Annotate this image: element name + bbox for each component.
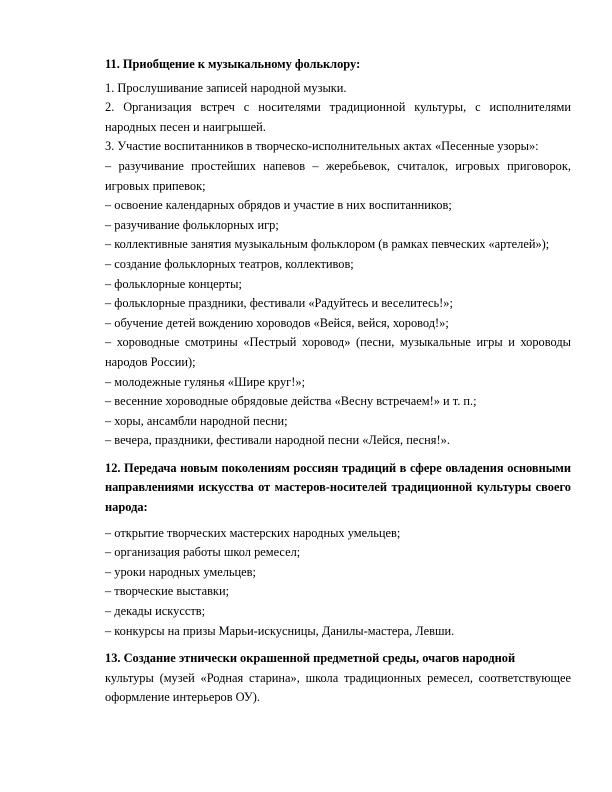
section-12-heading: 12. Передача новым поколениям россиян традиций в сфере овладения основными направлениями искусства от мастеров-носителей традиционной культуры своего народа: [105, 460, 571, 515]
section-12-item: – открытие творческих мастерских народных умельцев; [105, 525, 401, 540]
section-11-list [105, 79, 571, 451]
section-12-item: – творческие выставки; [105, 584, 230, 599]
section-11-item: – фольклорные концерты; [105, 276, 242, 291]
section-11-item: – коллективные занятия музыкальным фольклором (в рамках певческих «артелей»); [105, 237, 550, 252]
section-11-item: – обучение детей вождению хороводов «Вейся, вейся, хоровод!»; [105, 315, 449, 330]
document-body [105, 55, 571, 708]
section-11-item: 2. Организация встреч с носителями традиционной культуры, с исполнителями народных песен и наигрышей. [105, 100, 571, 134]
section-11-item: 1. Прослушивание записей народной музыки. [105, 80, 347, 95]
section-12-item: – организация работы школ ремесел; [105, 545, 301, 560]
section-11-item: – разучивание фольклорных игр; [105, 217, 279, 232]
section-11-item: – вечера, праздники, фестивали народной песни «Лейся, песня!». [105, 433, 450, 448]
section-11-item: – хороводные смотрины «Пестрый хоровод» (песни, музыкальные игры и хороводы народов России); [105, 335, 571, 369]
section-12-item: – уроки народных умельцев; [105, 564, 256, 579]
section-11-item: – хоры, ансамбли народной песни; [105, 413, 288, 428]
section-11-item: – фольклорные праздники, фестивали «Радуйтесь и веселитесь!»; [105, 296, 453, 311]
section-12-item: – декады искусств; [105, 604, 206, 619]
section-11-item: 3. Участие воспитанников в творческо-исполнительных актах «Песенные узоры»: [105, 139, 539, 154]
section-11-item: – разучивание простейших напевов – жеребьевок, считалок, игровых приговорок, игровых припевок; [105, 158, 571, 193]
section-11-item: – создание фольклорных театров, коллективов; [105, 256, 354, 271]
section-13-text: культуры (музей «Родная старина», школа традиционных ремесел, соответствующее оформление интерьеров ОУ). [105, 670, 571, 705]
section-11-item: – весенние хороводные обрядовые действа «Весну встречаем!» и т. п.; [105, 394, 477, 409]
section-13-heading: 13. Создание этнически окрашенной предметной среды, очагов народной [105, 651, 516, 666]
section-12-item: – конкурсы на призы Марьи-искусницы, Данилы-мастера, Левши. [105, 623, 455, 638]
section-11-heading: 11. Приобщение к музыкальному фольклору: [105, 57, 361, 71]
section-11-item: – молодежные гулянья «Шире круг!»; [105, 374, 306, 389]
section-11-item: – освоение календарных обрядов и участие в них воспитанников; [105, 198, 452, 213]
section-12-list [105, 524, 571, 642]
